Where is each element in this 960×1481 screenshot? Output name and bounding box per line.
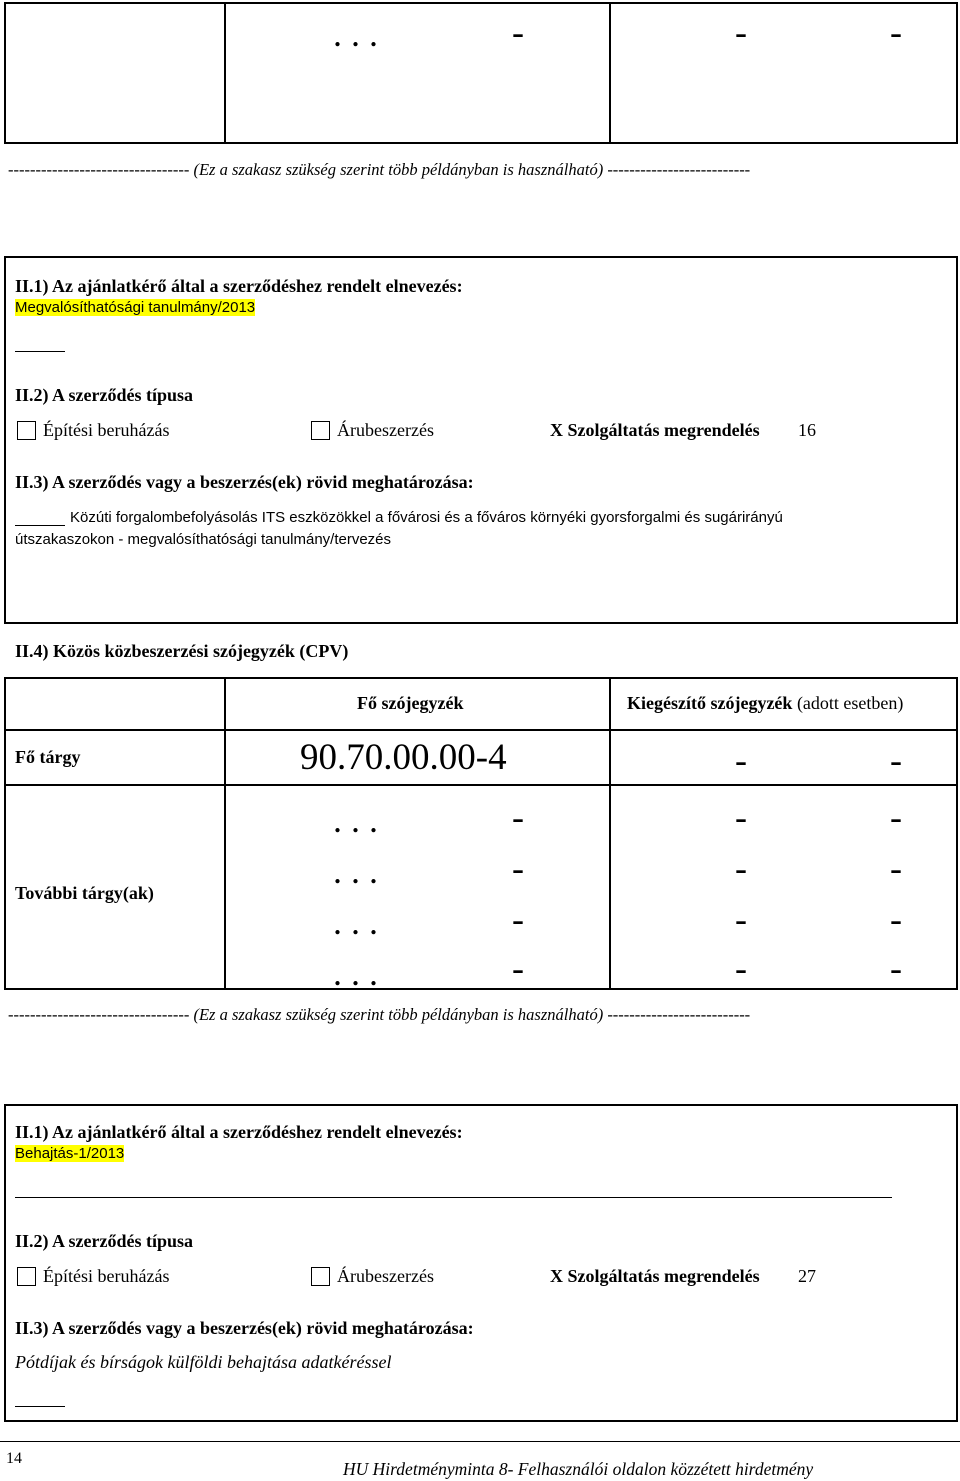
cpv-divider-1	[224, 677, 226, 990]
cpv-add-row-3-d1: -	[512, 899, 524, 939]
cpv-add-row-1-d2: -	[735, 797, 747, 837]
cpv-add-row-4-d2: -	[735, 948, 747, 988]
section2-box	[4, 1104, 958, 1422]
cpv-col-supp: Kiegészítő szójegyzék (adott esetben)	[627, 693, 904, 713]
top-cpv-dash-1: -	[512, 12, 524, 52]
section1-type-number: 16	[798, 420, 816, 440]
section2-desc-underline	[15, 1406, 65, 1407]
section2-title-underline	[15, 1197, 892, 1198]
top-cpv-divider-2	[609, 2, 611, 144]
cpv-main-line	[4, 784, 958, 786]
section1-checkbox-aru[interactable]	[311, 421, 330, 440]
section2-type-number: 27	[798, 1266, 816, 1286]
section2-option-szolgaltatas: X Szolgáltatás megrendelés	[550, 1266, 760, 1286]
section1-ii3-heading: II.3) A szerződés vagy a beszerzés(ek) rövid meghatározása:	[15, 472, 474, 492]
section1-checkbox-epitesi[interactable]	[17, 421, 36, 440]
cpv-col-main: Fő szójegyzék	[357, 693, 464, 713]
cpv-add-row-1-d3: -	[890, 797, 902, 837]
cpv-add-row-2-d1: -	[512, 848, 524, 888]
cpv-add-row-4-d3: -	[890, 948, 902, 988]
cpv-add-row-4-d1: -	[512, 948, 524, 988]
section2-description: Pótdíjak és bírságok külföldi behajtása adatkéréssel	[15, 1352, 392, 1372]
top-cpv-border	[4, 2, 958, 144]
section-separator-1: --------------------------------- (Ez a szakasz szükség szerint több példányban is használható) --------------------------	[8, 160, 751, 179]
cpv-divider-2	[609, 677, 611, 990]
cpv-add-row-2-d2: -	[735, 848, 747, 888]
top-cpv-dots: . . .	[333, 14, 378, 54]
section2-title-value: Behajtás-1/2013	[15, 1145, 125, 1162]
top-cpv-dash-2: -	[735, 12, 747, 52]
cpv-add-row-1-dots: . . .	[333, 800, 378, 840]
section1-description: Közúti forgalombefolyásolás ITS eszközökkel a fővárosi és a főváros környéki gyorsforgalmi és sugárirányú útszakaszokon - megvalósíthatósági tanulmány/tervezés	[15, 509, 783, 548]
section2-checkbox-aru[interactable]	[311, 1267, 330, 1286]
section-separator-2: --------------------------------- (Ez a szakasz szükség szerint több példányban is használható) --------------------------	[8, 1005, 751, 1024]
section1-ii1-heading: II.1) Az ajánlatkérő által a szerződéshez rendelt elnevezés:	[15, 276, 463, 296]
cpv-add-row-4-dots: . . .	[333, 953, 378, 993]
cpv-add-row-3-dots: . . .	[333, 902, 378, 942]
footer-text: HU Hirdetményminta 8- Felhasználói oldalon közzétett hirdetmény	[343, 1459, 814, 1479]
section2-checkbox-epitesi[interactable]	[17, 1267, 36, 1286]
cpv-add-row-3-d2: -	[735, 899, 747, 939]
section1-option-szolgaltatas: X Szolgáltatás megrendelés	[550, 420, 760, 440]
top-cpv-dash-3: -	[890, 12, 902, 52]
section1-option-epitesi: Építési beruházás	[43, 420, 170, 440]
cpv-add-row-1-d1: -	[512, 797, 524, 837]
cpv-header-line	[4, 729, 958, 731]
cpv-main-subject-label: Fő tárgy	[15, 747, 81, 767]
footer-rule	[0, 1441, 960, 1442]
section1-ii2-heading: II.2) A szerződés típusa	[15, 385, 194, 405]
section1-title-value: Megvalósíthatósági tanulmány/2013	[15, 299, 256, 316]
cpv-main-supp-dash-2: -	[890, 740, 902, 780]
section2-option-epitesi: Építési beruházás	[43, 1266, 170, 1286]
section2-ii2-heading: II.2) A szerződés típusa	[15, 1231, 194, 1251]
cpv-table-border	[4, 677, 958, 990]
section1-title-underline	[15, 351, 65, 352]
section2-ii1-heading: II.1) Az ajánlatkérő által a szerződéshez rendelt elnevezés:	[15, 1122, 463, 1142]
section2-ii3-heading: II.3) A szerződés vagy a beszerzés(ek) rövid meghatározása:	[15, 1318, 474, 1338]
top-cpv-divider-1	[224, 2, 226, 144]
cpv-main-code: 90.70.00.00-4	[300, 737, 507, 778]
cpv-add-row-2-dots: . . .	[333, 851, 378, 891]
section1-ii4-heading: II.4) Közös közbeszerzési szójegyzék (CPV)	[15, 641, 349, 661]
cpv-add-row-3-d3: -	[890, 899, 902, 939]
cpv-main-supp-dash-1: -	[735, 740, 747, 780]
cpv-additional-label: További tárgy(ak)	[15, 883, 154, 903]
cpv-add-row-2-d3: -	[890, 848, 902, 888]
section2-option-aru: Árubeszerzés	[337, 1266, 434, 1286]
section1-option-aru: Árubeszerzés	[337, 420, 434, 440]
footer-page-number: 14	[6, 1450, 22, 1467]
